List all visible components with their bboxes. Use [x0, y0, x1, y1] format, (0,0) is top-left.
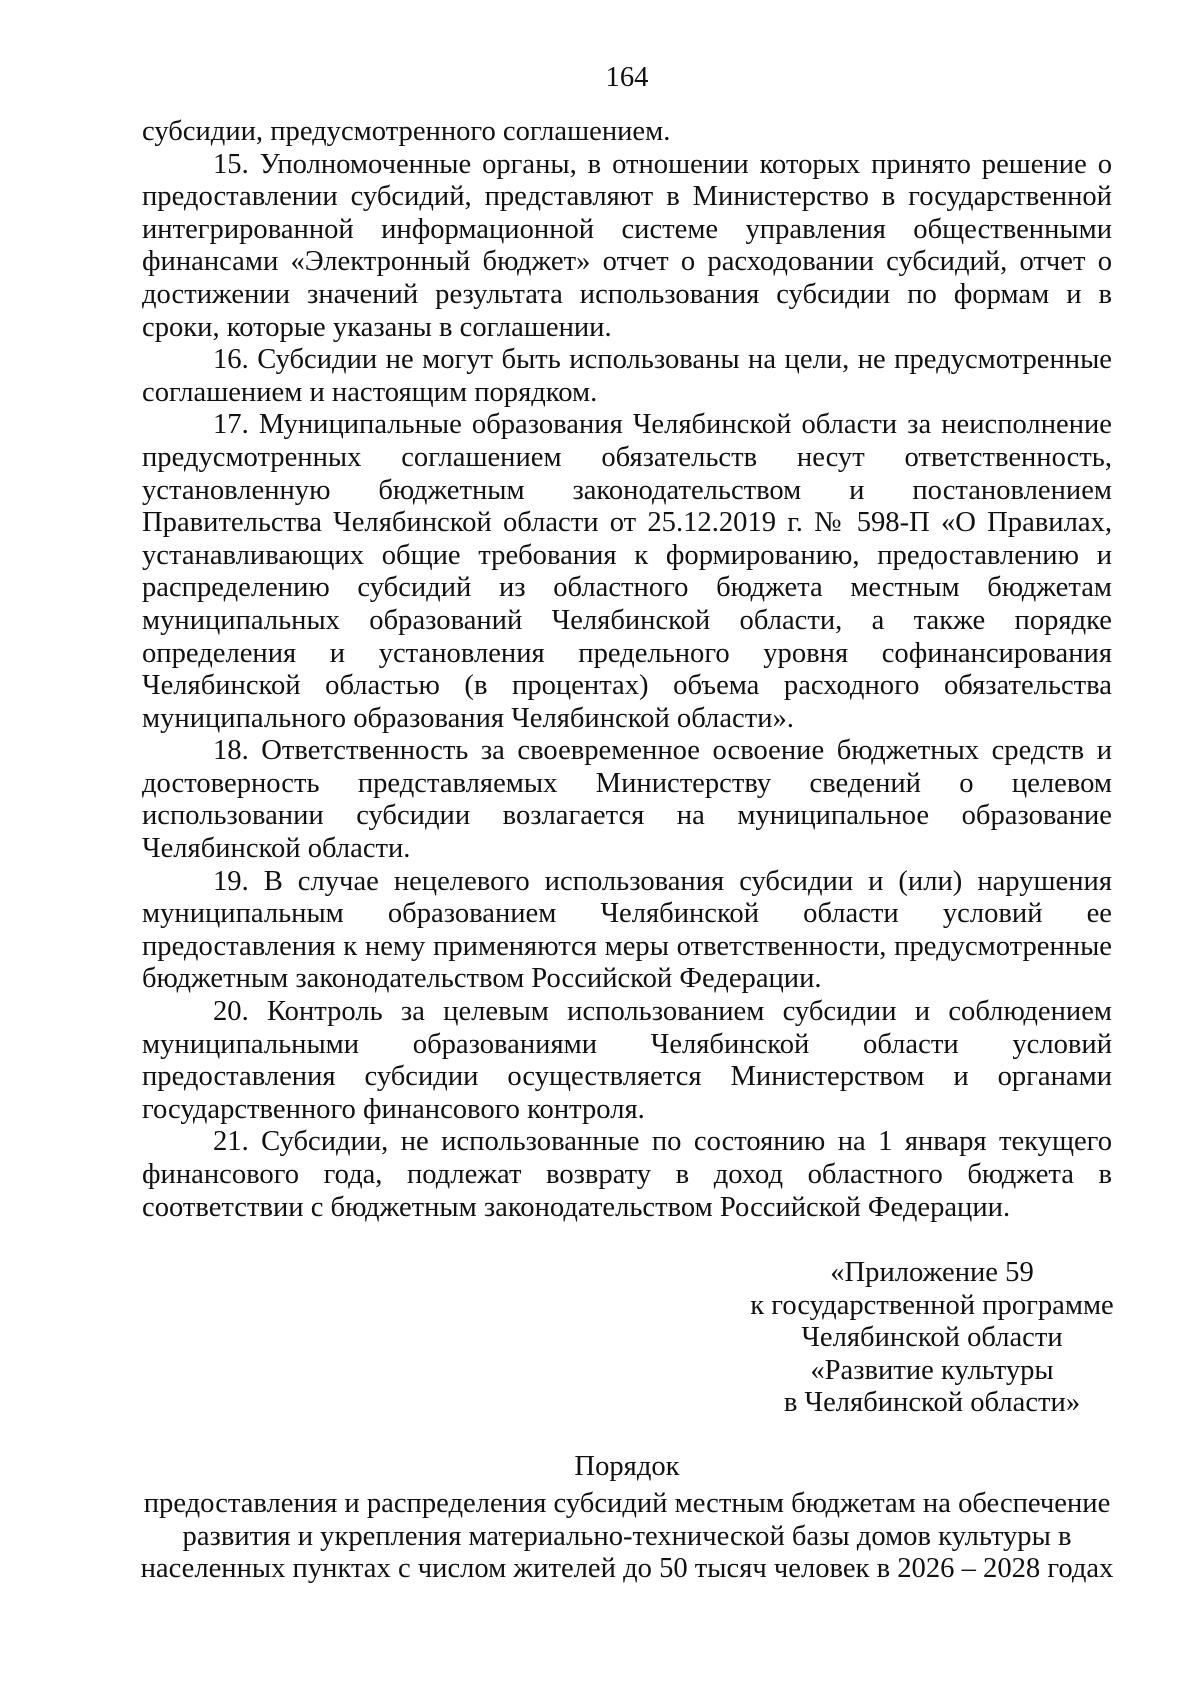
paragraph-20: 20. Контроль за целевым использованием субсидии и соблюдением муниципальными образованиями Челябинской области условий предоставления субсидии осуществляется Министерством и органами государственного финансового контроля. [142, 996, 1112, 1125]
paragraph-21: 21. Субсидии, не использованные по состоянию на 1 января текущего финансового года, подлежат возврату в доход областного бюджета в соответствии с бюджетным законодательством Российской Федерации. [142, 1126, 1112, 1223]
paragraph-19: 19. В случае нецелевого использования субсидии и (или) нарушения муниципальным образованием Челябинской области условий ее предоставления к нему применяются меры ответственности, предусмотренные бюджетным законодательством Российской Федерации. [142, 865, 1112, 995]
appendix-line: к государственной программе [750, 1289, 1114, 1321]
paragraph-continuation: субсидии, предусмотренного соглашением. [142, 116, 671, 147]
appendix-line: Челябинской области [801, 1322, 1063, 1354]
subtitle-line: развития и укрепления материально-технической базы домов культуры в [182, 1520, 1072, 1552]
paragraph-16: 16. Субсидии не могут быть использованы на цели, не предусмотренные соглашением и настоящим порядком. [142, 344, 1112, 408]
appendix-line: в Челябинской области» [783, 1387, 1081, 1419]
document-body [142, 116, 1112, 1224]
subtitle-line: предоставления и распределения субсидий местным бюджетам на обеспечение [143, 1488, 1111, 1519]
appendix-header [742, 1257, 1122, 1420]
paragraph-18: 18. Ответственность за своевременное освоение бюджетных средств и достоверность представляемых Министерству сведений о целевом использовании субсидии возлагается на муниципальное образование Челябинской области. [142, 735, 1112, 865]
appendix-line: «Развитие культуры [810, 1354, 1054, 1386]
appendix-line: «Приложение 59 [830, 1257, 1034, 1288]
page-number: 164 [605, 62, 649, 93]
document-subtitle [122, 1488, 1132, 1586]
paragraph-15: 15. Уполномоченные органы, в отношении которых принято решение о предоставлении субсидий, представляют в Министерство в государственной интегрированной информационной системе управления общественными финансами «Электронный бюджет» отчет о расходовании субсидий, отчет о достижении значений результата использования субсидии по формам и в сроки, которые указаны в соглашении. [142, 148, 1112, 343]
paragraph-17: 17. Муниципальные образования Челябинской области за неисполнение предусмотренных соглашением обязательств несут ответственность, установленную бюджетным законодательством и постановлением Правительства Челябинской области от 25.12.2019 г. № 598-П «О Правилах, устанавливающих общие требования к формированию, предоставлению и распределению субсидий из областного бюджета местным бюджетам муниципальных образований Челябинской области, а также порядке определения и установления предельного уровня софинансирования Челябинской областью (в процентах) объема расходного обязательства муниципального образования Челябинской области». [142, 409, 1112, 734]
subtitle-line: населенных пунктах с числом жителей до 50 тысяч человек в 2026 – 2028 годах [140, 1553, 1114, 1585]
document-title: Порядок [574, 1451, 680, 1482]
